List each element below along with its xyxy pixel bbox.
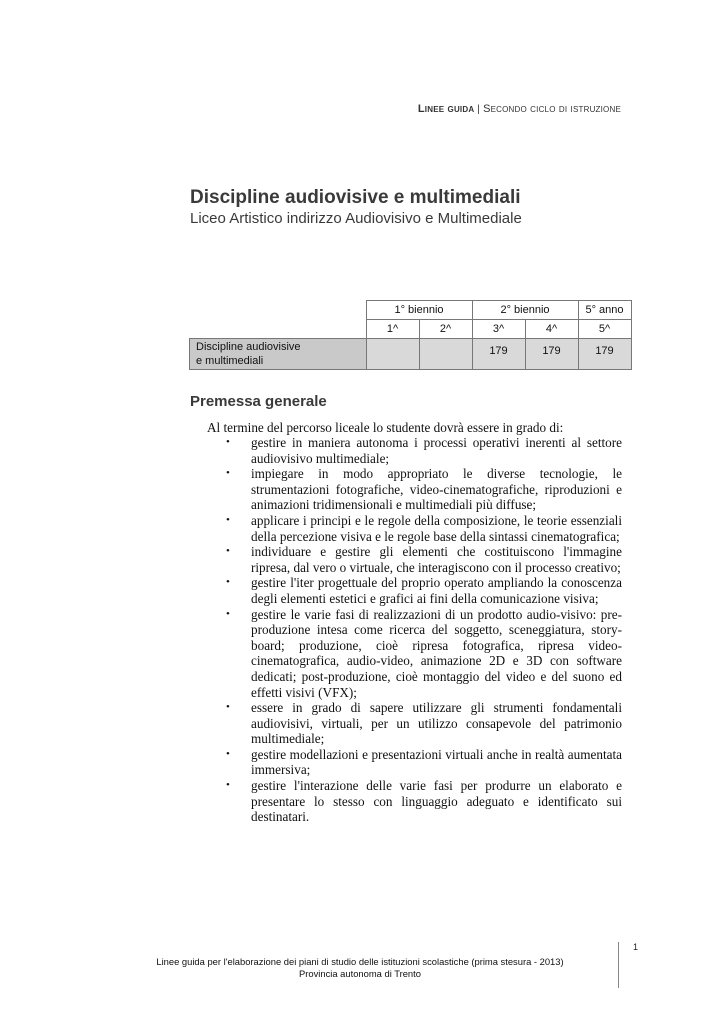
bullet-icon: •: [226, 513, 230, 526]
bullet-icon: •: [226, 607, 230, 620]
subject-cell: [190, 339, 367, 370]
header-series: Linee guida: [417, 103, 475, 115]
page-number: 1: [633, 942, 639, 952]
goal-item: [226, 575, 622, 606]
bullet-icon: •: [226, 779, 230, 792]
group-header: 5° anno: [578, 301, 631, 320]
bullet-icon: •: [226, 545, 230, 558]
bullet-icon: •: [226, 467, 230, 480]
footer-line-2: Provincia autonoma di Trento: [299, 968, 421, 979]
subject-line-2: e multimediali: [196, 355, 264, 367]
goal-item: [226, 700, 622, 747]
goal-text: essere in grado di sapere utilizzare gli strumenti fondamentali audiovisivi, virtuali, per un utilizzo consapevole del patrimonio multimediale;: [251, 700, 622, 747]
document-subtitle: Liceo Artistico indirizzo Audiovisivo e Multimediale: [190, 210, 522, 227]
bullet-icon: •: [226, 747, 230, 760]
goal-item: [226, 607, 622, 701]
year-header: 5^: [578, 320, 631, 339]
goal-item: [226, 544, 622, 575]
group-header: 2° biennio: [472, 301, 578, 320]
goal-text: gestire l'interazione delle varie fasi per produrre un elaborato e presentare lo stesso con linguaggio adeguato e identificato sui destinatari.: [251, 778, 622, 825]
footer-line-1: Linee guida per l'elaborazione dei piani di studio delle istituzioni scolastiche (prima stesura - 2013): [156, 956, 564, 967]
goal-text: applicare i principi e le regole della composizione, le teorie essenziali della percezione visiva e le regole base della sintassi cinematografica;: [251, 512, 622, 544]
bullet-icon: •: [226, 701, 230, 714]
goal-text: impiegare in modo appropriato le diverse tecnologie, le strumentazioni fotografiche, video-cinematografiche, riproduzioni e animazioni tridimensionali e multimediali più diffuse;: [251, 466, 622, 513]
goals-list: [226, 435, 622, 825]
goal-item: [226, 466, 622, 513]
hours-cell: [419, 339, 472, 370]
table-row-groups: [190, 301, 632, 320]
year-header: 2^: [419, 320, 472, 339]
table-row-years: [190, 320, 632, 339]
goal-item: [226, 435, 622, 466]
subject-line-1: Discipline audiovisive: [196, 341, 301, 353]
goal-item: [226, 778, 622, 825]
group-header: 1° biennio: [366, 301, 472, 320]
goal-item: [226, 747, 622, 778]
running-header: [418, 103, 621, 115]
page-footer: [100, 956, 620, 980]
header-separator: |: [474, 104, 484, 115]
table-corner: [190, 301, 367, 320]
section-title: Premessa generale: [190, 393, 327, 410]
bullet-icon: •: [226, 436, 230, 448]
header-cycle: Secondo ciclo di istruzione: [483, 103, 621, 115]
hours-cell: 179: [578, 339, 631, 370]
table-corner: [190, 320, 367, 339]
goal-text: gestire le varie fasi di realizzazioni di un prodotto audio-visivo: pre-produzione intesa come ricerca del soggetto, sceneggiatura, story-board; produzione, cioè ripresa fotografica, ripresa video-cinematografica, audio-video, animazione 2D e 3D con software dedicati; post-produzione, cioè montaggio del video e del suono ed effetti visivi (VFX);: [251, 606, 622, 700]
goal-text: gestire l'iter progettuale del proprio operato ampliando la conoscenza degli elementi estetici e grafici ai fini della comunicazione visiva;: [251, 575, 622, 606]
intro-text: Al termine del percorso liceale lo studente dovrà essere in grado di:: [207, 420, 564, 435]
bullet-icon: •: [226, 576, 230, 589]
year-header: 4^: [525, 320, 578, 339]
year-header: 1^: [366, 320, 419, 339]
goal-text: gestire modellazioni e presentazioni virtuali anche in realtà aumentata immersiva;: [251, 746, 622, 778]
goal-item: [226, 513, 622, 544]
goal-text: individuare e gestire gli elementi che costituiscono l'immagine ripresa, dal vero o virtuale, che interagiscono con il processo creativo;: [251, 544, 622, 575]
hours-cell: 179: [525, 339, 578, 370]
table-row-subject: [190, 339, 632, 370]
hours-cell: 179: [472, 339, 525, 370]
year-header: 3^: [472, 320, 525, 339]
hours-cell: [366, 339, 419, 370]
document-title: Discipline audiovisive e multimediali: [190, 187, 521, 208]
hours-table: [189, 300, 632, 370]
goal-text: gestire in maniera autonoma i processi operativi inerenti al settore audiovisivo multimediale;: [251, 435, 622, 466]
